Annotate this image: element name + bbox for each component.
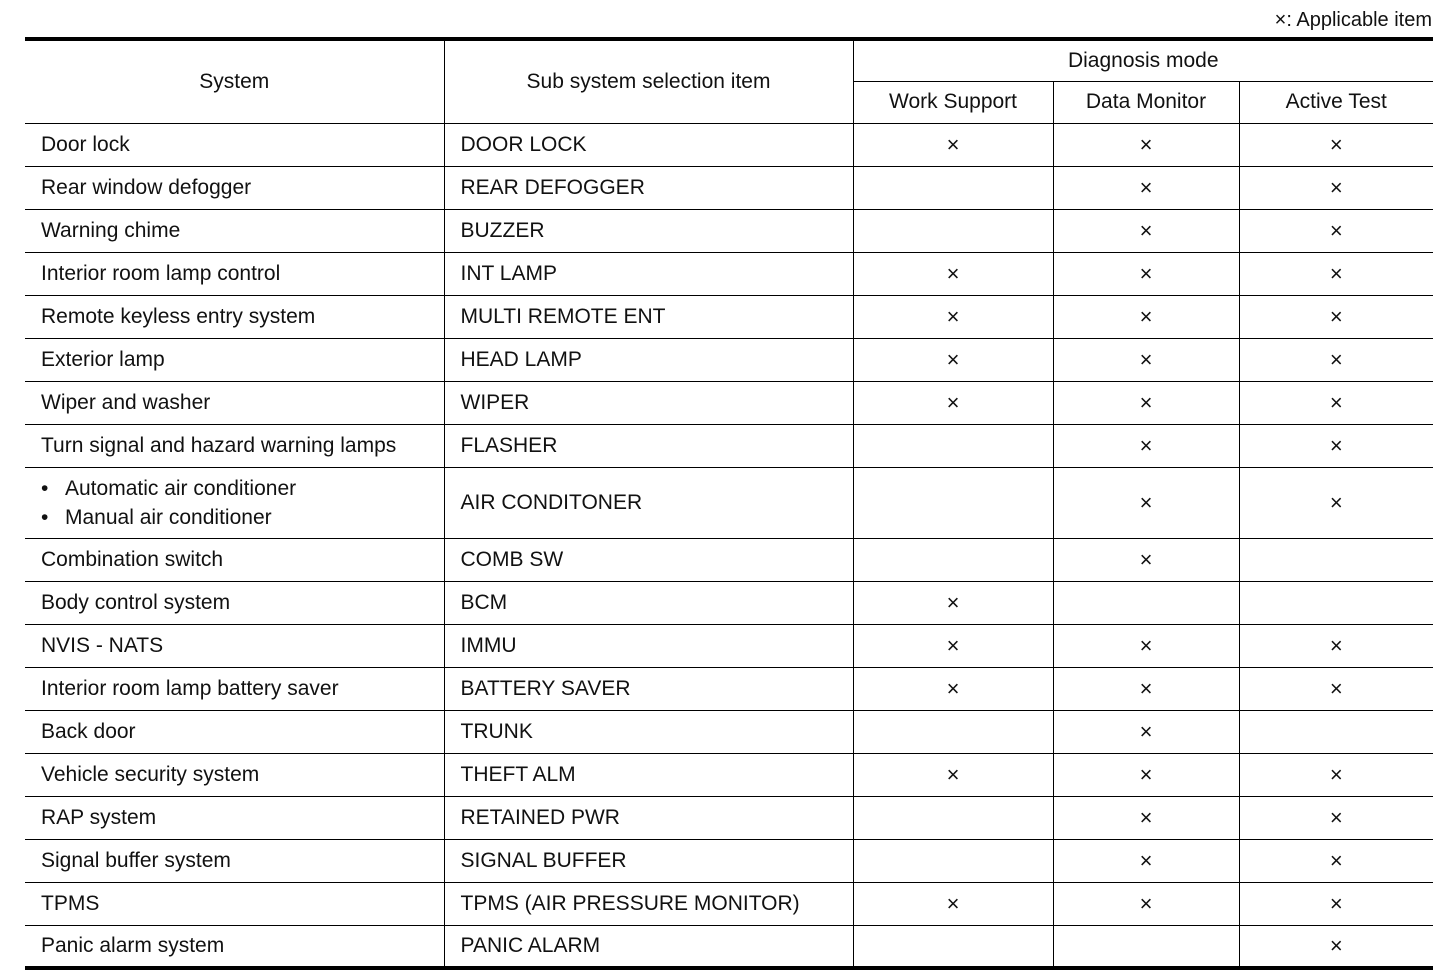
work-support-cell bbox=[853, 467, 1053, 538]
active-test-cell bbox=[1239, 123, 1433, 166]
diagnosis-mode-table bbox=[25, 37, 1433, 970]
table-row bbox=[25, 538, 1433, 581]
work-support-cell bbox=[853, 166, 1053, 209]
system-cell: RAP system bbox=[25, 796, 444, 839]
system-cell: TPMS bbox=[25, 882, 444, 925]
data-monitor-cell bbox=[1053, 839, 1239, 882]
system-cell: Interior room lamp control bbox=[25, 252, 444, 295]
data-monitor-cell bbox=[1053, 710, 1239, 753]
table-body bbox=[25, 123, 1433, 968]
header-data-monitor: Data Monitor bbox=[1053, 81, 1239, 123]
sub-system-cell: HEAD LAMP bbox=[444, 338, 853, 381]
work-support-cell bbox=[853, 424, 1053, 467]
active-test-cell bbox=[1239, 581, 1433, 624]
active-test-cell bbox=[1239, 882, 1433, 925]
sub-system-cell: WIPER bbox=[444, 381, 853, 424]
system-cell: Exterior lamp bbox=[25, 338, 444, 381]
work-support-cell bbox=[853, 295, 1053, 338]
system-cell: Signal buffer system bbox=[25, 839, 444, 882]
applicable-mark-icon: × bbox=[1329, 847, 1343, 873]
work-support-cell bbox=[853, 209, 1053, 252]
data-monitor-cell bbox=[1053, 624, 1239, 667]
system-cell: Vehicle security system bbox=[25, 753, 444, 796]
work-support-cell bbox=[853, 796, 1053, 839]
applicable-mark-icon: × bbox=[1329, 489, 1343, 515]
applicable-mark-icon: × bbox=[1329, 131, 1343, 157]
applicable-mark-icon: × bbox=[1139, 131, 1153, 157]
system-cell bbox=[25, 467, 444, 538]
table-row bbox=[25, 710, 1433, 753]
system-cell: Warning chime bbox=[25, 209, 444, 252]
data-monitor-cell bbox=[1053, 252, 1239, 295]
sub-system-cell: INT LAMP bbox=[444, 252, 853, 295]
data-monitor-cell bbox=[1053, 338, 1239, 381]
applicable-mark-icon: × bbox=[946, 260, 960, 286]
sub-system-cell: MULTI REMOTE ENT bbox=[444, 295, 853, 338]
table-row bbox=[25, 467, 1433, 538]
applicable-mark-icon: × bbox=[1139, 847, 1153, 873]
applicable-mark-icon: × bbox=[1139, 303, 1153, 329]
work-support-cell bbox=[853, 381, 1053, 424]
data-monitor-cell bbox=[1053, 123, 1239, 166]
work-support-cell bbox=[853, 538, 1053, 581]
applicable-mark-icon: × bbox=[1329, 260, 1343, 286]
applicable-mark-icon: × bbox=[1329, 804, 1343, 830]
work-support-cell bbox=[853, 710, 1053, 753]
active-test-cell bbox=[1239, 166, 1433, 209]
system-cell: Door lock bbox=[25, 123, 444, 166]
system-cell: Interior room lamp battery saver bbox=[25, 667, 444, 710]
applicable-mark-icon: × bbox=[946, 303, 960, 329]
active-test-cell bbox=[1239, 295, 1433, 338]
work-support-cell bbox=[853, 123, 1053, 166]
applicable-mark-icon: × bbox=[1139, 761, 1153, 787]
sub-system-cell: SIGNAL BUFFER bbox=[444, 839, 853, 882]
data-monitor-cell bbox=[1053, 753, 1239, 796]
data-monitor-cell bbox=[1053, 581, 1239, 624]
system-cell: Body control system bbox=[25, 581, 444, 624]
active-test-cell bbox=[1239, 424, 1433, 467]
applicable-mark-icon: × bbox=[1329, 932, 1343, 958]
sub-system-cell: BCM bbox=[444, 581, 853, 624]
table-row bbox=[25, 424, 1433, 467]
data-monitor-cell bbox=[1053, 467, 1239, 538]
active-test-cell bbox=[1239, 467, 1433, 538]
table-row bbox=[25, 123, 1433, 166]
sub-system-cell: BATTERY SAVER bbox=[444, 667, 853, 710]
applicable-mark-icon: × bbox=[946, 389, 960, 415]
table-row bbox=[25, 166, 1433, 209]
applicable-mark-icon: × bbox=[946, 346, 960, 372]
applicable-mark-icon: × bbox=[946, 632, 960, 658]
active-test-cell bbox=[1239, 796, 1433, 839]
applicable-mark-icon: × bbox=[1329, 174, 1343, 200]
table-row bbox=[25, 624, 1433, 667]
work-support-cell bbox=[853, 667, 1053, 710]
active-test-cell bbox=[1239, 839, 1433, 882]
applicable-mark-icon: × bbox=[1329, 890, 1343, 916]
system-cell: Turn signal and hazard warning lamps bbox=[25, 424, 444, 467]
active-test-cell bbox=[1239, 252, 1433, 295]
active-test-cell bbox=[1239, 338, 1433, 381]
applicable-mark-icon: × bbox=[1139, 804, 1153, 830]
work-support-cell bbox=[853, 839, 1053, 882]
work-support-cell bbox=[853, 252, 1053, 295]
sub-system-cell: RETAINED PWR bbox=[444, 796, 853, 839]
data-monitor-cell bbox=[1053, 381, 1239, 424]
sub-system-cell: DOOR LOCK bbox=[444, 123, 853, 166]
system-cell: NVIS - NATS bbox=[25, 624, 444, 667]
applicable-mark-icon: × bbox=[946, 589, 960, 615]
work-support-cell bbox=[853, 581, 1053, 624]
applicable-mark-icon: × bbox=[946, 761, 960, 787]
applicable-mark-icon: × bbox=[1329, 346, 1343, 372]
applicable-mark-icon: × bbox=[1139, 346, 1153, 372]
table-row bbox=[25, 667, 1433, 710]
applicable-mark-icon: × bbox=[1139, 389, 1153, 415]
table-row bbox=[25, 295, 1433, 338]
applicable-mark-icon: × bbox=[1329, 761, 1343, 787]
system-cell: Rear window defogger bbox=[25, 166, 444, 209]
system-cell: Combination switch bbox=[25, 538, 444, 581]
header-sub-system: Sub system selection item bbox=[444, 39, 853, 123]
work-support-cell bbox=[853, 624, 1053, 667]
sub-system-cell: TPMS (AIR PRESSURE MONITOR) bbox=[444, 882, 853, 925]
work-support-cell bbox=[853, 882, 1053, 925]
data-monitor-cell bbox=[1053, 295, 1239, 338]
table-row bbox=[25, 839, 1433, 882]
applicable-mark-icon: × bbox=[1139, 675, 1153, 701]
active-test-cell bbox=[1239, 667, 1433, 710]
applicable-mark-icon: × bbox=[1329, 217, 1343, 243]
system-bullet-item: • Automatic air conditioner bbox=[41, 474, 444, 503]
active-test-cell bbox=[1239, 538, 1433, 581]
data-monitor-cell bbox=[1053, 166, 1239, 209]
applicable-mark-icon: × bbox=[1329, 389, 1343, 415]
applicable-mark-icon: × bbox=[1329, 303, 1343, 329]
data-monitor-cell bbox=[1053, 538, 1239, 581]
system-cell: Wiper and washer bbox=[25, 381, 444, 424]
table-row bbox=[25, 796, 1433, 839]
applicable-mark-icon: × bbox=[1329, 675, 1343, 701]
applicable-mark-icon: × bbox=[1139, 217, 1153, 243]
active-test-cell bbox=[1239, 209, 1433, 252]
table-row bbox=[25, 581, 1433, 624]
sub-system-cell: REAR DEFOGGER bbox=[444, 166, 853, 209]
work-support-cell bbox=[853, 753, 1053, 796]
sub-system-cell: BUZZER bbox=[444, 209, 853, 252]
work-support-cell bbox=[853, 338, 1053, 381]
header-work-support: Work Support bbox=[853, 81, 1053, 123]
sub-system-cell: IMMU bbox=[444, 624, 853, 667]
data-monitor-cell bbox=[1053, 209, 1239, 252]
sub-system-cell: COMB SW bbox=[444, 538, 853, 581]
sub-system-cell: FLASHER bbox=[444, 424, 853, 467]
applicable-mark-icon: × bbox=[1139, 632, 1153, 658]
applicable-mark-icon: × bbox=[1139, 260, 1153, 286]
table-row bbox=[25, 925, 1433, 968]
applicable-item-legend: ×: Applicable item bbox=[1274, 9, 1432, 31]
system-bullet-item: • Manual air conditioner bbox=[41, 503, 444, 532]
header-diagnosis-mode: Diagnosis mode bbox=[853, 39, 1433, 81]
table-row bbox=[25, 882, 1433, 925]
active-test-cell bbox=[1239, 710, 1433, 753]
data-monitor-cell bbox=[1053, 796, 1239, 839]
data-monitor-cell bbox=[1053, 667, 1239, 710]
applicable-mark-icon: × bbox=[946, 890, 960, 916]
active-test-cell bbox=[1239, 753, 1433, 796]
system-cell: Panic alarm system bbox=[25, 925, 444, 968]
applicable-mark-icon: × bbox=[946, 675, 960, 701]
work-support-cell bbox=[853, 925, 1053, 968]
applicable-mark-icon: × bbox=[1139, 890, 1153, 916]
system-cell: Back door bbox=[25, 710, 444, 753]
data-monitor-cell bbox=[1053, 925, 1239, 968]
header-active-test: Active Test bbox=[1239, 81, 1433, 123]
applicable-mark-icon: × bbox=[1329, 432, 1343, 458]
sub-system-cell: TRUNK bbox=[444, 710, 853, 753]
applicable-mark-icon: × bbox=[1139, 432, 1153, 458]
table-row bbox=[25, 209, 1433, 252]
applicable-mark-icon: × bbox=[1329, 632, 1343, 658]
table-row bbox=[25, 252, 1433, 295]
data-monitor-cell bbox=[1053, 424, 1239, 467]
sub-system-cell: THEFT ALM bbox=[444, 753, 853, 796]
applicable-mark-icon: × bbox=[1139, 546, 1153, 572]
system-cell: Remote keyless entry system bbox=[25, 295, 444, 338]
sub-system-cell: PANIC ALARM bbox=[444, 925, 853, 968]
data-monitor-cell bbox=[1053, 882, 1239, 925]
table-row bbox=[25, 381, 1433, 424]
header-system: System bbox=[25, 39, 444, 123]
applicable-mark-icon: × bbox=[1139, 489, 1153, 515]
active-test-cell bbox=[1239, 381, 1433, 424]
system-bullet-list bbox=[41, 474, 444, 532]
active-test-cell bbox=[1239, 624, 1433, 667]
table-row bbox=[25, 338, 1433, 381]
applicable-mark-icon: × bbox=[1139, 174, 1153, 200]
table-row bbox=[25, 753, 1433, 796]
sub-system-cell: AIR CONDITONER bbox=[444, 467, 853, 538]
applicable-mark-icon: × bbox=[1139, 718, 1153, 744]
applicable-mark-icon: × bbox=[946, 131, 960, 157]
active-test-cell bbox=[1239, 925, 1433, 968]
